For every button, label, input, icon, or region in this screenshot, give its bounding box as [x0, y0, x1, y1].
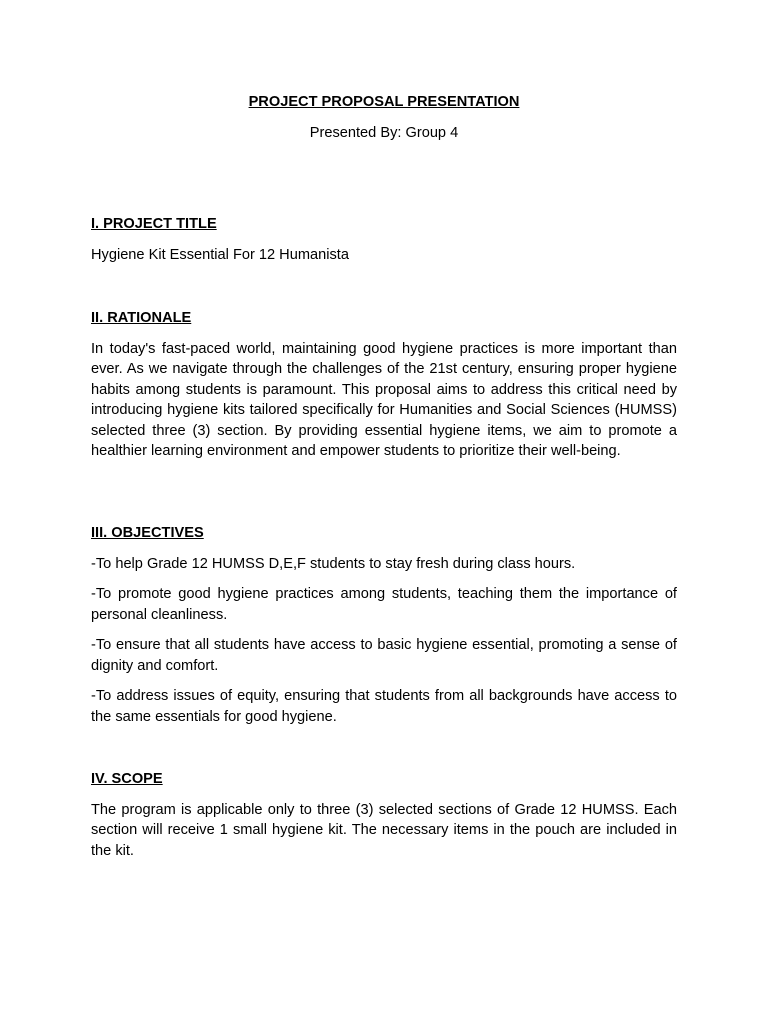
- section-project-title: [91, 214, 677, 265]
- section-heading: III. OBJECTIVES: [91, 525, 204, 541]
- section-rationale: [91, 308, 677, 462]
- section-heading: II. RATIONALE: [91, 310, 192, 326]
- objective-item: -To help Grade 12 HUMSS D,E,F students to stay fresh during class hours.: [91, 555, 576, 572]
- section-objectives: [91, 523, 677, 727]
- document-page: [91, 0, 677, 1024]
- section-body: Hygiene Kit Essential For 12 Humanista: [91, 246, 349, 263]
- objective-item: -To address issues of equity, ensuring that students from all backgrounds have access to the same essentials for good hygiene.: [91, 688, 677, 725]
- section-body: In today's fast-paced world, maintaining good hygiene practices is more important than ever. As we navigate through the challenges of the 21st century, ensuring proper hygiene habits among students is paramount. This proposal aims to address this critical need by introducing hygiene kits tailored specifically for Humanities and Social Sciences (HUMSS) selected three (3) section. By providing essential hygiene items, we aim to promote a healthier learning environment and empower students to prioritize their well-being.: [91, 340, 677, 459]
- objective-item: -To promote good hygiene practices among students, teaching them the importance of personal cleanliness.: [91, 586, 677, 623]
- document-title: PROJECT PROPOSAL PRESENTATION: [248, 94, 520, 110]
- objective-item: -To ensure that all students have access to basic hygiene essential, promoting a sense of dignity and comfort.: [91, 637, 677, 674]
- section-body: The program is applicable only to three (3) selected sections of Grade 12 HUMSS. Each section will receive 1 small hygiene kit. The necessary items in the pouch are included in the kit.: [91, 801, 677, 859]
- section-heading: I. PROJECT TITLE: [91, 216, 217, 232]
- section-heading: IV. SCOPE: [91, 771, 163, 787]
- section-scope: [91, 769, 677, 861]
- presented-by: Presented By: Group 4: [309, 125, 459, 141]
